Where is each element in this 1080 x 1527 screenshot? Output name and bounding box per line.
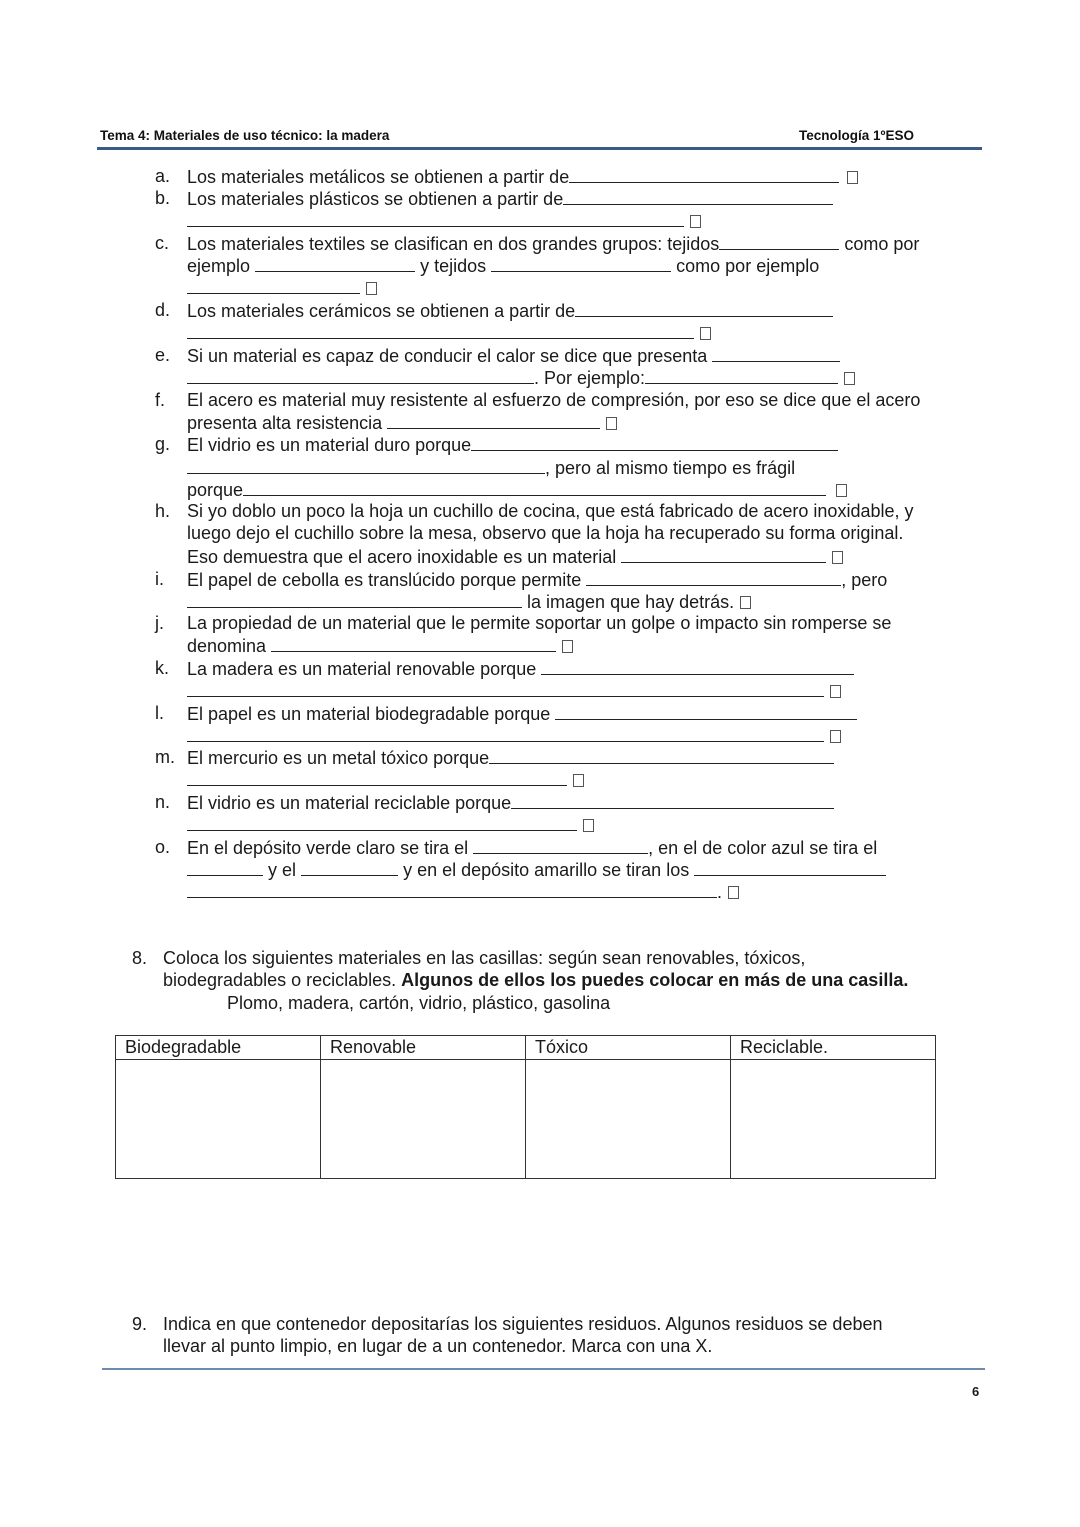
- checkbox-icon[interactable]: [740, 596, 751, 609]
- q8-line2: [163, 969, 908, 991]
- answer-blank[interactable]: [586, 568, 841, 586]
- item-g-text: El vidrio es un material duro porque: [187, 435, 472, 455]
- item-o-cont: [187, 858, 886, 881]
- answer-blank[interactable]: [569, 165, 839, 183]
- classification-table: [115, 1035, 936, 1179]
- q8-bold-text: Algunos de ellos los puedes colocar en más de una casilla.: [401, 970, 909, 990]
- item-o: [187, 836, 877, 859]
- q8-line1: Coloca los siguientes materiales en las casillas: según sean renovables, tóxicos,: [163, 948, 806, 968]
- checkbox-icon[interactable]: [836, 484, 847, 497]
- item-d: [187, 299, 833, 322]
- item-letter: j.: [155, 613, 164, 633]
- item-letter: h.: [155, 501, 171, 521]
- table-row: [116, 1060, 936, 1179]
- answer-blank[interactable]: [301, 858, 398, 876]
- checkbox-icon[interactable]: [830, 730, 841, 743]
- answer-blank[interactable]: [187, 813, 577, 831]
- item-f: El acero es material muy resistente al esfuerzo de compresión, por eso se dice que el acero: [187, 390, 921, 410]
- item-n-text: El vidrio es un material reciclable porque: [187, 793, 512, 813]
- answer-blank[interactable]: [621, 545, 826, 563]
- answer-blank[interactable]: [694, 858, 886, 876]
- checkbox-icon[interactable]: [366, 282, 377, 295]
- cell-toxico[interactable]: [526, 1060, 731, 1179]
- item-d-text: Los materiales cerámicos se obtienen a partir de: [187, 301, 576, 321]
- item-j: La propiedad de un material que le permite soportar un golpe o impacto sin romperse se: [187, 613, 892, 633]
- table-header-row: [116, 1036, 936, 1060]
- item-a: [187, 165, 858, 188]
- answer-blank[interactable]: [187, 768, 567, 786]
- answer-blank[interactable]: [471, 433, 838, 451]
- item-o-text: y en el depósito amarillo se tiran los: [403, 860, 690, 880]
- q9-line1: Indica en que contenedor depositarías los siguientes residuos. Algunos residuos se deben: [163, 1314, 883, 1334]
- item-b-text: Los materiales plásticos se obtienen a partir de: [187, 189, 564, 209]
- cell-biodegradable[interactable]: [116, 1060, 321, 1179]
- answer-blank[interactable]: [511, 791, 834, 809]
- answer-blank[interactable]: [719, 232, 839, 250]
- item-m-cont: [187, 768, 584, 791]
- item-c-text: ejemplo: [187, 256, 251, 276]
- item-o-text: .: [717, 882, 723, 902]
- item-c-text: Los materiales textiles se clasifican en dos grandes grupos: tejidos: [187, 234, 720, 254]
- answer-blank[interactable]: [271, 634, 556, 652]
- item-n-cont: [187, 813, 594, 836]
- item-h-cont2: [187, 545, 843, 568]
- answer-blank[interactable]: [473, 836, 648, 854]
- item-j-cont: [187, 634, 573, 657]
- checkbox-icon[interactable]: [844, 372, 855, 385]
- item-g-cont2: [187, 478, 847, 501]
- col-renovable: Renovable: [321, 1036, 526, 1060]
- checkbox-icon[interactable]: [583, 819, 594, 832]
- item-h: Si yo doblo un poco la hoja un cuchillo de cocina, que está fabricado de acero inoxidable, y: [187, 501, 914, 521]
- item-a-text: Los materiales metálicos se obtienen a partir de: [187, 167, 570, 187]
- item-g-cont: [187, 456, 795, 479]
- header-divider: [97, 147, 982, 150]
- item-b-cont: [187, 209, 701, 232]
- item-f-cont: [187, 411, 617, 434]
- q8-materials: Plomo, madera, cartón, vidrio, plástico, gasolina: [227, 993, 611, 1013]
- item-letter: n.: [155, 792, 171, 812]
- item-i-text: El papel de cebolla es translúcido porque permite: [187, 570, 582, 590]
- answer-blank[interactable]: [187, 880, 717, 898]
- item-i-text: la imagen que hay detrás.: [527, 592, 735, 612]
- checkbox-icon[interactable]: [832, 551, 843, 564]
- q9-number: 9.: [132, 1314, 148, 1334]
- item-c-text: como por: [844, 234, 920, 254]
- item-j-text: denomina: [187, 636, 267, 656]
- answer-blank[interactable]: [563, 187, 833, 205]
- item-d-cont: [187, 321, 711, 344]
- item-f-text: presenta alta resistencia: [187, 413, 383, 433]
- item-letter: f.: [155, 390, 166, 410]
- checkbox-icon[interactable]: [562, 640, 573, 653]
- item-o-text: , en el de color azul se tira el: [648, 838, 878, 858]
- answer-blank[interactable]: [187, 858, 263, 876]
- col-reciclable: Reciclable.: [731, 1036, 936, 1060]
- answer-blank[interactable]: [187, 209, 684, 227]
- item-letter: a.: [155, 166, 171, 186]
- answer-blank[interactable]: [489, 746, 834, 764]
- item-o-text: En el depósito verde claro se tira el: [187, 838, 469, 858]
- q8-text: biodegradables o reciclables.: [163, 970, 397, 990]
- item-letter: d.: [155, 300, 171, 320]
- item-l: [187, 702, 857, 725]
- checkbox-icon[interactable]: [830, 685, 841, 698]
- col-biodegradable: Biodegradable: [116, 1036, 321, 1060]
- item-i: [187, 568, 887, 591]
- item-letter: k.: [155, 658, 170, 678]
- item-g-text: , pero al mismo tiempo es frágil: [545, 458, 796, 478]
- item-letter: c.: [155, 233, 170, 253]
- item-e-text: . Por ejemplo:: [534, 368, 646, 388]
- cell-renovable[interactable]: [321, 1060, 526, 1179]
- item-k: [187, 657, 854, 680]
- answer-blank[interactable]: [645, 366, 838, 384]
- answer-blank[interactable]: [187, 456, 545, 474]
- item-g: [187, 433, 838, 456]
- item-e-cont: [187, 366, 855, 389]
- item-i-text: , pero: [841, 570, 888, 590]
- answer-blank[interactable]: [555, 702, 857, 720]
- answer-blank[interactable]: [491, 254, 671, 272]
- item-c: [187, 232, 919, 255]
- item-c-cont2: [187, 276, 377, 299]
- answer-blank[interactable]: [187, 366, 534, 384]
- header-title: Tema 4: Materiales de uso técnico: la madera: [100, 128, 390, 143]
- checkbox-icon[interactable]: [573, 774, 584, 787]
- answer-blank[interactable]: [575, 299, 833, 317]
- checkbox-icon[interactable]: [690, 215, 701, 228]
- col-toxico: Tóxico: [526, 1036, 731, 1060]
- q9-line2: llevar al punto limpio, en lugar de a un contenedor. Marca con una X.: [163, 1336, 713, 1356]
- item-letter: i.: [155, 569, 164, 589]
- answer-blank[interactable]: [541, 657, 854, 675]
- item-b: [187, 187, 833, 210]
- item-i-cont: [187, 590, 751, 613]
- checkbox-icon[interactable]: [700, 327, 711, 340]
- item-o-text: y el: [268, 860, 297, 880]
- item-g-text: porque: [187, 480, 244, 500]
- item-letter: b.: [155, 188, 171, 208]
- item-k-cont: [187, 679, 841, 702]
- item-h-text: Eso demuestra que el acero inoxidable es un material: [187, 547, 617, 567]
- item-letter: m.: [155, 747, 175, 767]
- answer-blank[interactable]: [187, 724, 824, 742]
- answer-blank[interactable]: [387, 411, 600, 429]
- item-n: [187, 791, 834, 814]
- checkbox-icon[interactable]: [728, 886, 739, 899]
- cell-reciclable[interactable]: [731, 1060, 936, 1179]
- item-letter: g.: [155, 434, 171, 454]
- answer-blank[interactable]: [187, 276, 360, 294]
- item-e-text: Si un material es capaz de conducir el calor se dice que presenta: [187, 346, 708, 366]
- answer-blank[interactable]: [187, 590, 522, 608]
- answer-blank[interactable]: [712, 344, 840, 362]
- q8-number: 8.: [132, 948, 148, 968]
- answer-blank[interactable]: [187, 679, 824, 697]
- item-c-cont: [187, 254, 819, 277]
- item-o-cont2: [187, 880, 739, 903]
- footer-divider: [102, 1368, 985, 1370]
- item-letter: e.: [155, 345, 171, 365]
- item-c-text: y tejidos: [420, 256, 487, 276]
- header-course: Tecnología 1ºESO: [799, 128, 914, 143]
- item-h-cont: luego dejo el cuchillo sobre la mesa, observo que la hoja ha recuperado su forma original.: [187, 523, 904, 543]
- item-l-text: El papel es un material biodegradable porque: [187, 704, 551, 724]
- item-letter: l.: [155, 703, 164, 723]
- item-m: [187, 746, 834, 769]
- item-k-text: La madera es un material renovable porque: [187, 659, 537, 679]
- item-e: [187, 344, 840, 367]
- answer-blank[interactable]: [255, 254, 415, 272]
- answer-blank[interactable]: [243, 478, 826, 496]
- item-l-cont: [187, 724, 841, 747]
- checkbox-icon[interactable]: [606, 417, 617, 430]
- page-number: 6: [972, 1384, 980, 1399]
- answer-blank[interactable]: [187, 321, 694, 339]
- item-m-text: El mercurio es un metal tóxico porque: [187, 748, 490, 768]
- item-c-text: como por ejemplo: [676, 256, 820, 276]
- checkbox-icon[interactable]: [847, 171, 858, 184]
- item-letter: o.: [155, 837, 171, 857]
